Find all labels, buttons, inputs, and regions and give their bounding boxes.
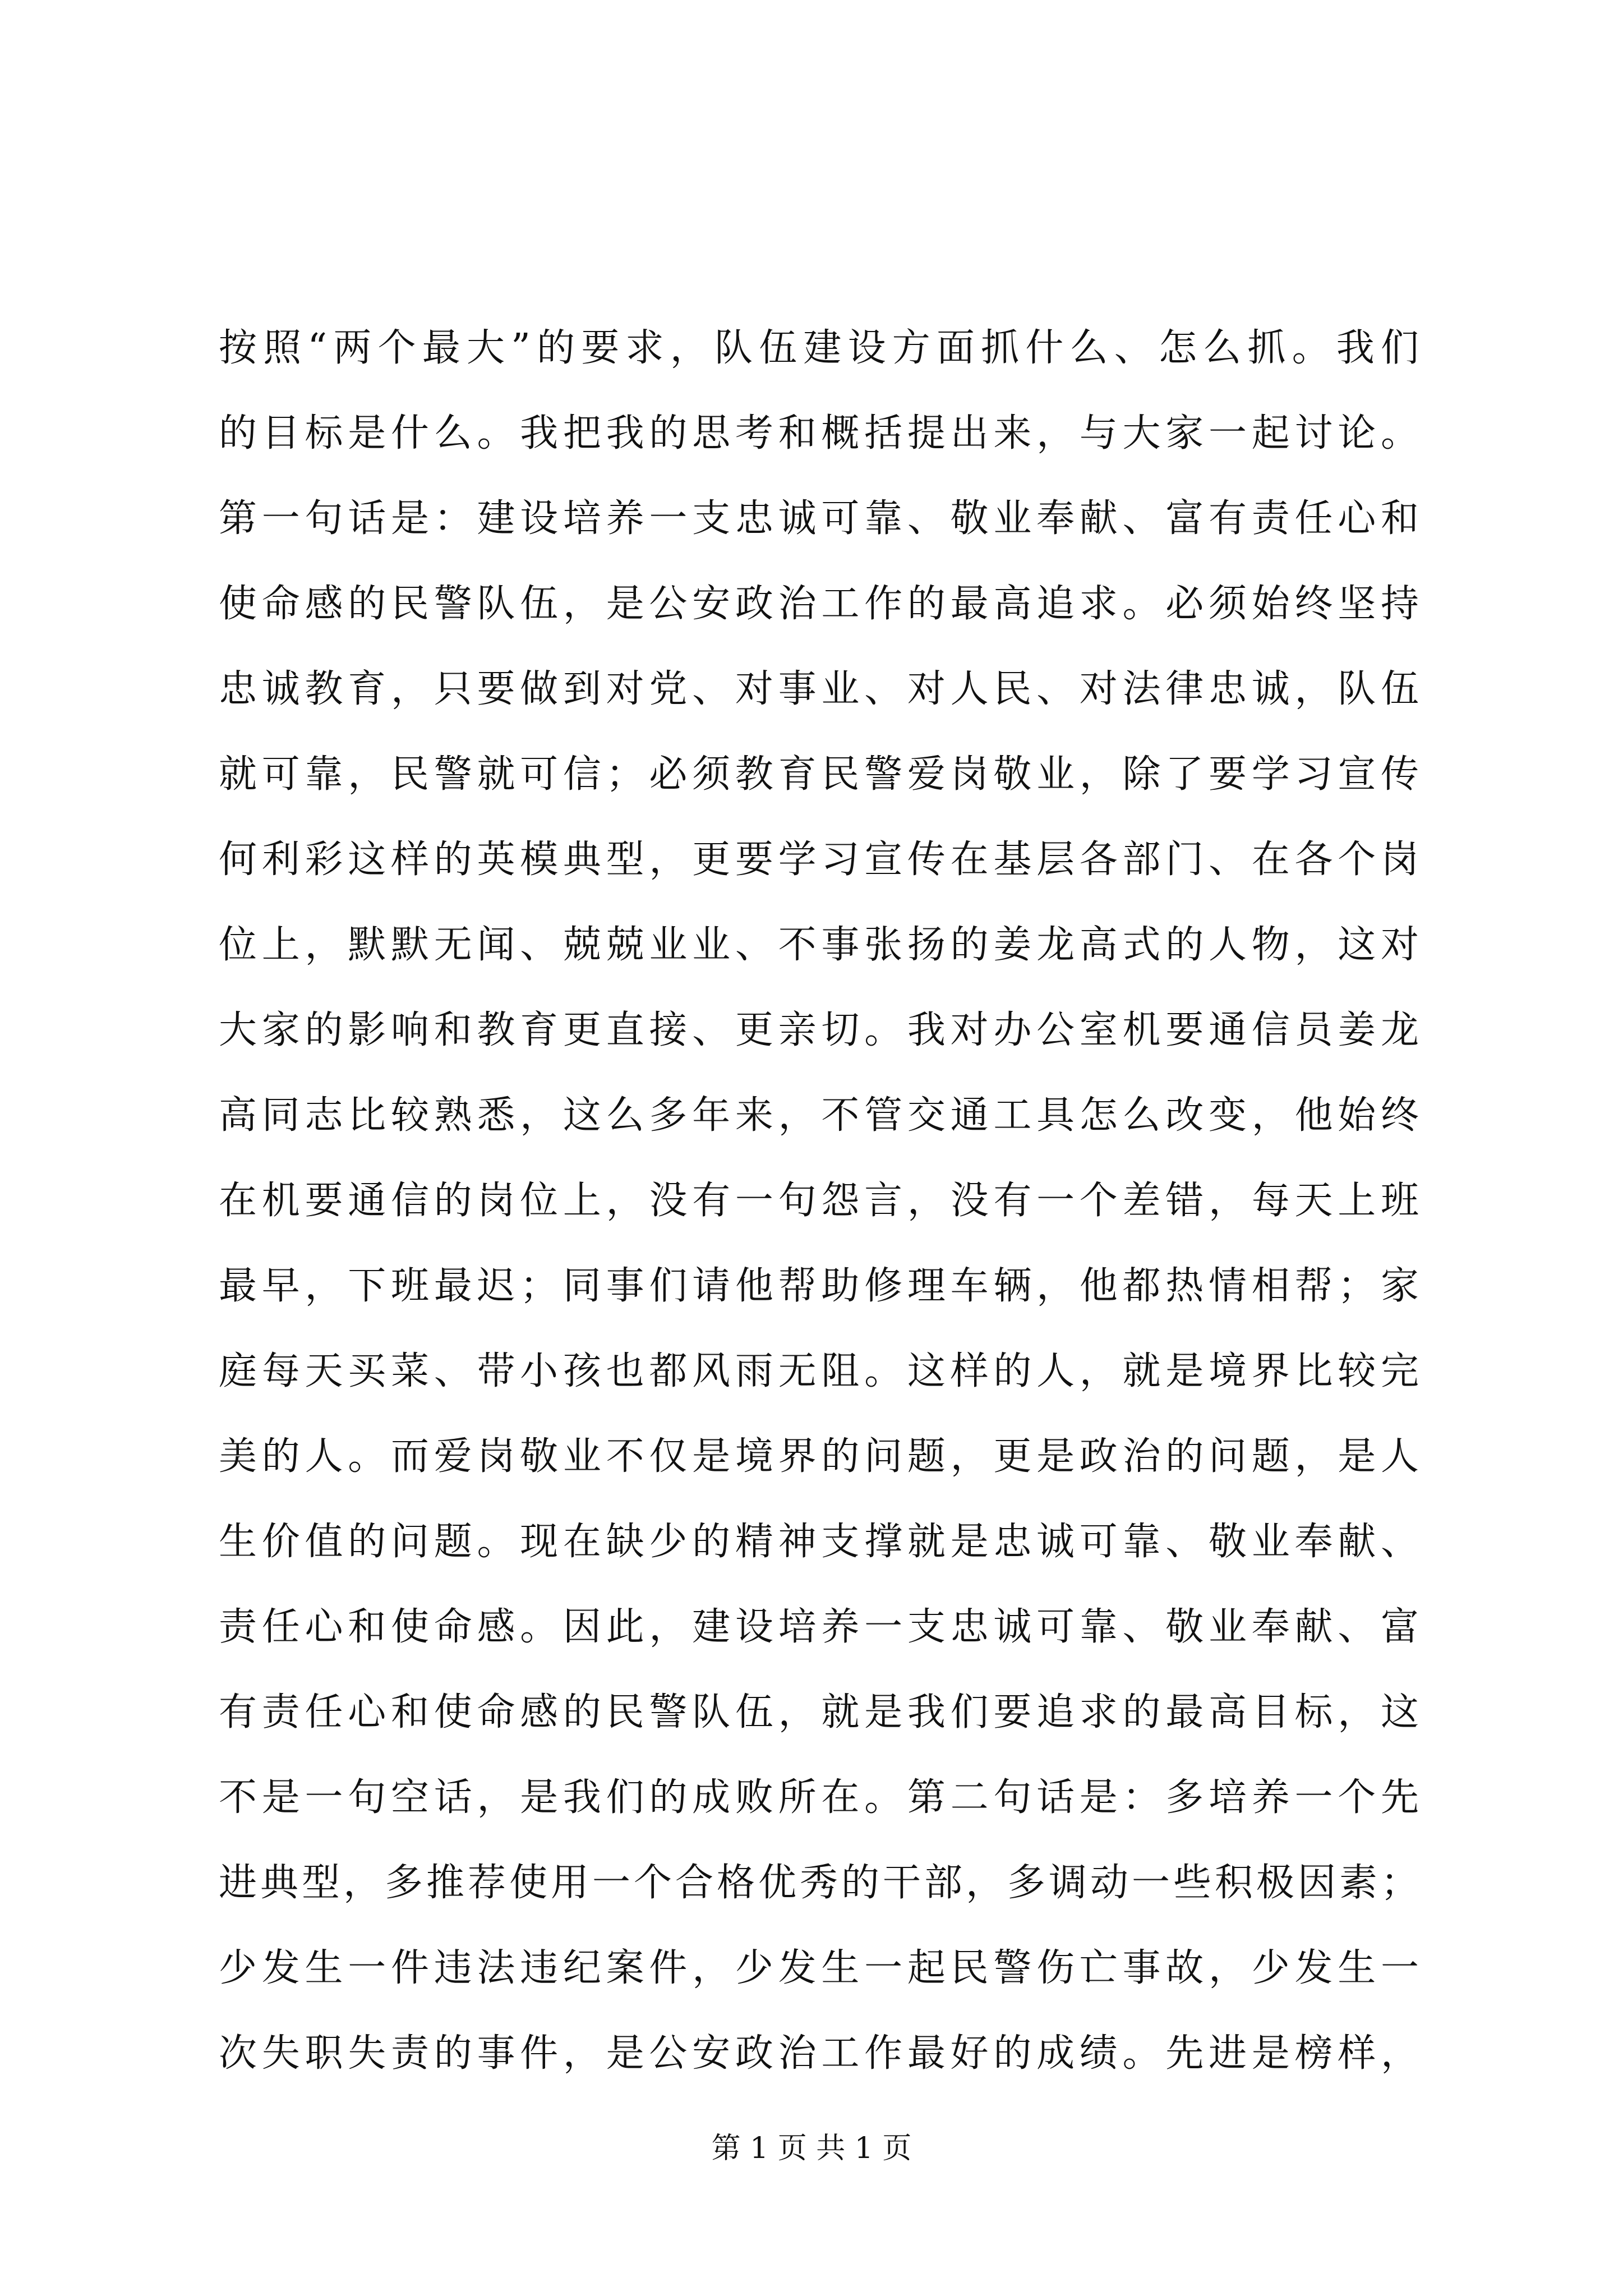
text-line: 使命感的民警队伍，是公安政治工作的最高追求。必须始终坚持 [219,582,1419,626]
text-line: 有责任心和使命感的民警队伍，就是我们要追求的最高目标，这 [219,1690,1419,1734]
text-line: 责任心和使命感。因此，建设培养一支忠诚可靠、敬业奉献、富 [219,1605,1419,1649]
text-line: 忠诚教育，只要做到对党、对事业、对人民、对法律忠诚，队伍 [219,667,1419,711]
text-line: 大家的影响和教育更直接、更亲切。我对办公室机要通信员姜龙 [219,1008,1419,1052]
body-text [219,306,1419,2096]
text-line: 少发生一件违法违纪案件，少发生一起民警伤亡事故，少发生一 [219,1946,1419,1990]
text-line: 次失职失责的事件，是公安政治工作最好的成绩。先进是榜样， [219,2031,1419,2076]
text-line: 何利彩这样的英模典型，更要学习宣传在基层各部门、在各个岗 [219,838,1419,882]
text-line: 最早，下班最迟；同事们请他帮助修理车辆，他都热情相帮；家 [219,1264,1419,1308]
text-line: 美的人。而爱岗敬业不仅是境界的问题，更是政治的问题，是人 [219,1434,1419,1479]
text-line: 进典型，多推荐使用一个合格优秀的干部，多调动一些积极因素； [219,1861,1419,1905]
text-line: 不是一句空话，是我们的成败所在。第二句话是：多培养一个先 [219,1775,1419,1820]
text-line: 位上，默默无闻、兢兢业业、不事张扬的姜龙高式的人物，这对 [219,923,1419,967]
text-line: 高同志比较熟悉，这么多年来，不管交通工具怎么改变，他始终 [219,1093,1419,1138]
text-line: 生价值的问题。现在缺少的精神支撑就是忠诚可靠、敬业奉献、 [219,1520,1419,1564]
text-line: 按照“两个最大”的要求，队伍建设方面抓什么、怎么抓。我们 [219,326,1419,370]
text-line: 第一句话是：建设培养一支忠诚可靠、敬业奉献、富有责任心和 [219,496,1419,541]
page-number-label: 第 1 页 共 1 页 [711,2132,912,2165]
text-line: 就可靠，民警就可信；必须教育民警爱岗敬业，除了要学习宣传 [219,752,1419,797]
text-line: 的目标是什么。我把我的思考和概括提出来，与大家一起讨论。 [219,411,1419,455]
text-line: 在机要通信的岗位上，没有一句怨言，没有一个差错，每天上班 [219,1179,1419,1223]
text-line: 庭每天买菜、带小孩也都风雨无阻。这样的人，就是境界比较完 [219,1349,1419,1393]
page-footer [0,2129,1623,2168]
